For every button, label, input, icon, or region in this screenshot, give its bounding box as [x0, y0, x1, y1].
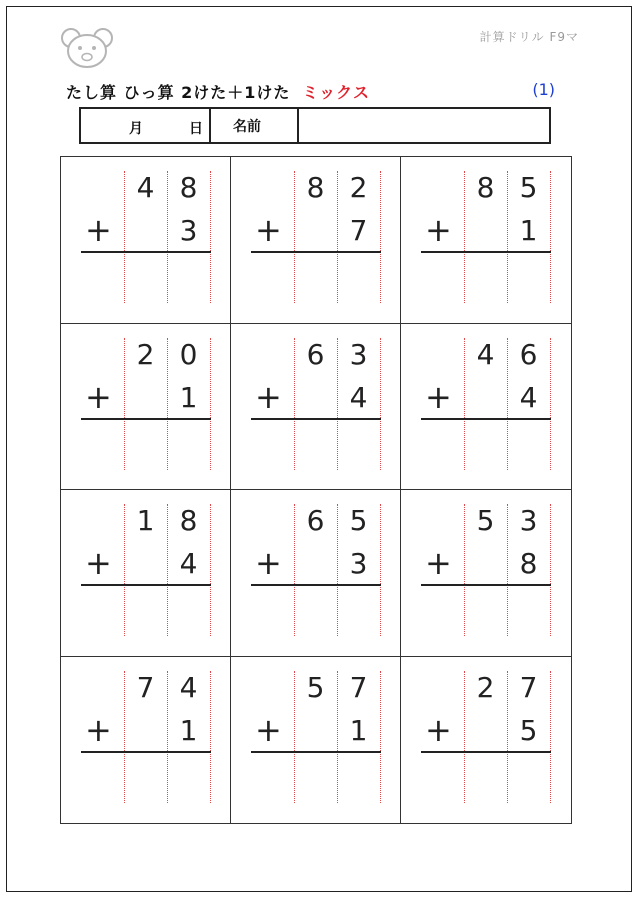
addend-tens-digit: 6 [306, 504, 325, 537]
problem-cell[interactable] [231, 490, 401, 657]
sum-line [251, 418, 381, 420]
addend-tens-digit: 4 [136, 171, 155, 204]
column-guide [210, 171, 211, 303]
addend-tens-digit: 2 [136, 337, 155, 371]
column-guide [210, 338, 211, 470]
addend2-ones-digit: 8 [519, 547, 538, 580]
addend-tens-digit: 5 [476, 504, 495, 537]
month-label: 月 [129, 121, 143, 137]
addend2-ones-digit: 4 [519, 380, 538, 414]
problem-cell[interactable] [61, 157, 231, 324]
addend-tens-digit: 1 [136, 504, 155, 537]
column-guide [210, 671, 211, 803]
sum-line [81, 584, 211, 586]
addend-ones-digit: 5 [349, 504, 368, 537]
addend2-ones-digit: 1 [519, 214, 538, 247]
plus-sign: + [255, 377, 282, 416]
addend-tens-digit: 6 [306, 337, 325, 371]
addend-tens-digit: 2 [476, 670, 495, 704]
problem-grid [60, 156, 572, 824]
name-label: 名前 [211, 109, 299, 142]
addend-ones-digit: 8 [179, 171, 198, 204]
brand-label: 計算ドリル F9マ [479, 30, 579, 44]
addend2-ones-digit: 5 [519, 713, 538, 747]
problem-cell[interactable] [401, 657, 571, 824]
problem-cell[interactable] [61, 490, 231, 657]
plus-sign: + [425, 710, 452, 749]
addend2-ones-digit: 1 [179, 713, 198, 747]
sum-line [251, 751, 381, 753]
column-guide [550, 171, 551, 303]
plus-sign: + [85, 211, 112, 249]
title-highlight: ミックス [302, 83, 370, 102]
plus-sign: + [425, 377, 452, 416]
plus-sign: + [255, 544, 282, 582]
day-label: 日 [189, 121, 203, 137]
addend-ones-digit: 7 [349, 670, 368, 704]
addend2-ones-digit: 1 [179, 380, 198, 414]
problem-cell[interactable] [231, 657, 401, 824]
sum-line [251, 251, 381, 253]
addend-ones-digit: 0 [179, 337, 198, 371]
plus-sign: + [425, 211, 452, 249]
plus-sign: + [255, 710, 282, 749]
sheet-number: (1) [532, 80, 555, 99]
column-guide [550, 338, 551, 470]
sum-line [81, 251, 211, 253]
addend-ones-digit: 2 [349, 171, 368, 204]
addend-ones-digit: 3 [349, 337, 368, 371]
sum-line [421, 418, 551, 420]
addend-ones-digit: 6 [519, 337, 538, 371]
sum-line [421, 584, 551, 586]
problem-cell[interactable] [401, 324, 571, 491]
addend2-ones-digit: 4 [179, 547, 198, 580]
addend-ones-digit: 5 [519, 171, 538, 204]
name-date-bar [79, 107, 551, 144]
addend-ones-digit: 3 [519, 504, 538, 537]
sum-line [421, 251, 551, 253]
column-guide [550, 671, 551, 803]
addend-ones-digit: 8 [179, 504, 198, 537]
sum-line [251, 584, 381, 586]
problem-cell[interactable] [231, 324, 401, 491]
sum-line [81, 751, 211, 753]
date-field[interactable] [81, 109, 211, 142]
problem-cell[interactable] [401, 157, 571, 324]
column-guide [550, 504, 551, 636]
addend-tens-digit: 5 [306, 670, 325, 704]
name-input[interactable] [299, 109, 549, 142]
plus-sign: + [85, 377, 112, 416]
addend2-ones-digit: 4 [349, 380, 368, 414]
problem-cell[interactable] [61, 324, 231, 491]
plus-sign: + [85, 710, 112, 749]
plus-sign: + [85, 544, 112, 582]
plus-sign: + [425, 544, 452, 582]
addend2-ones-digit: 3 [349, 547, 368, 580]
column-guide [380, 338, 381, 470]
plus-sign: + [255, 211, 282, 249]
column-guide [380, 671, 381, 803]
problem-cell[interactable] [61, 657, 231, 824]
addend2-ones-digit: 1 [349, 713, 368, 747]
worksheet-title [66, 80, 370, 103]
addend-ones-digit: 7 [519, 670, 538, 704]
addend-tens-digit: 8 [306, 171, 325, 204]
column-guide [380, 504, 381, 636]
addend2-ones-digit: 3 [179, 214, 198, 247]
addend-tens-digit: 8 [476, 171, 495, 204]
sum-line [421, 751, 551, 753]
title-text: たし算 ひっ算 2けた＋1けた [66, 83, 291, 102]
addend-tens-digit: 7 [136, 670, 155, 704]
addend2-ones-digit: 7 [349, 214, 368, 247]
problem-cell[interactable] [401, 490, 571, 657]
addend-tens-digit: 4 [476, 337, 495, 371]
problem-cell[interactable] [231, 157, 401, 324]
sum-line [81, 418, 211, 420]
column-guide [380, 171, 381, 303]
bear-logo-icon [60, 26, 114, 70]
column-guide [210, 504, 211, 636]
addend-ones-digit: 4 [179, 670, 198, 704]
